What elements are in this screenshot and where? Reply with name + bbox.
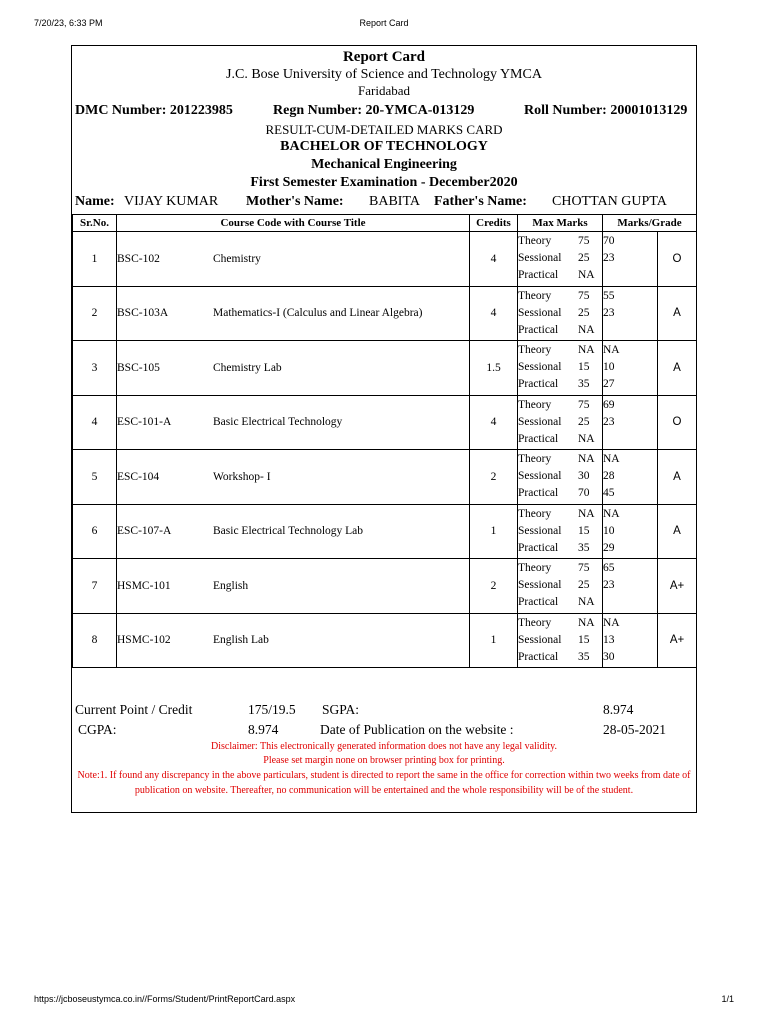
obtained-marks-cell: [603, 504, 658, 559]
degree-title: BACHELOR OF TECHNOLOGY: [280, 139, 488, 154]
table-row: [73, 395, 697, 450]
max-marks-line: [518, 233, 602, 250]
max-marks-cell: [518, 286, 603, 341]
mark-type-label: Sessional: [518, 579, 562, 592]
max-marks-line: [518, 594, 602, 611]
obtained-marks-value: 28: [603, 470, 615, 483]
header-marks-grade: Marks/Grade: [603, 215, 697, 232]
max-marks-value: 75: [578, 289, 590, 302]
dmc-number: DMC Number: 201223985: [75, 103, 233, 118]
max-marks-value: 75: [578, 235, 590, 248]
publication-date-label: Date of Publication on the website :: [320, 722, 514, 737]
serial-number: 3: [73, 341, 117, 396]
table-row: [73, 341, 697, 396]
obtained-marks-value: 10: [603, 524, 615, 537]
print-page-title: Report Card: [359, 18, 409, 28]
course-title: Chemistry: [213, 252, 261, 265]
max-marks-value: NA: [578, 344, 595, 357]
obtained-marks-value: 23: [603, 415, 615, 428]
course-credits: 1.5: [470, 341, 518, 396]
course-code: ESC-104: [117, 470, 160, 483]
course-code: ESC-107-A: [117, 525, 172, 538]
max-marks-line: [518, 649, 602, 666]
course-credits: 2: [470, 450, 518, 505]
serial-number: 1: [73, 232, 117, 287]
max-marks-line: [518, 250, 602, 267]
course-code: HSMC-102: [117, 634, 171, 647]
table-row: [73, 504, 697, 559]
id-row: [72, 103, 696, 121]
mark-type-label: Sessional: [518, 361, 562, 374]
obtained-marks-cell: [603, 559, 658, 614]
obtained-marks-value: [603, 322, 657, 339]
course-credits: 1: [470, 504, 518, 559]
header-course: Course Code with Course Title: [117, 215, 470, 232]
table-row: [73, 286, 697, 341]
sgpa-label: SGPA:: [322, 702, 360, 717]
max-marks-value: 25: [578, 306, 590, 319]
max-marks-value: 25: [578, 252, 590, 265]
obtained-marks-value: NA: [603, 507, 620, 520]
table-row: [73, 450, 697, 505]
course-code: BSC-103A: [117, 307, 169, 320]
course-code: BSC-102: [117, 252, 160, 265]
course-credits: 2: [470, 559, 518, 614]
max-marks-line: [518, 523, 602, 540]
mark-type-label: Practical: [518, 323, 559, 336]
max-marks-cell: [518, 613, 603, 668]
mark-type-label: Theory: [518, 507, 552, 520]
max-marks-cell: [518, 559, 603, 614]
course-code: HSMC-101: [117, 579, 171, 592]
max-marks-line: [518, 577, 602, 594]
mark-type-label: Theory: [518, 398, 552, 411]
print-page-number: 1/1: [721, 994, 734, 1004]
max-marks-value: NA: [578, 453, 595, 466]
father-label: Father's Name:: [434, 194, 527, 209]
max-marks-value: NA: [578, 323, 595, 336]
header-max-marks: Max Marks: [518, 215, 603, 232]
obtained-marks-value: 30: [603, 650, 615, 663]
mark-type-label: Practical: [518, 432, 559, 445]
obtained-marks-value: 13: [603, 633, 615, 646]
course-cell: [117, 341, 470, 396]
max-marks-value: NA: [578, 269, 595, 282]
card-title: Report Card: [342, 49, 426, 65]
course-title: Chemistry Lab: [213, 361, 282, 374]
summary-row-1: [72, 702, 696, 720]
serial-number: 5: [73, 450, 117, 505]
mark-type-label: Sessional: [518, 524, 562, 537]
current-point-value: 175/19.5: [248, 702, 296, 717]
obtained-marks-value: 70: [603, 235, 615, 248]
max-marks-line: [518, 431, 602, 448]
publication-date-value: 28-05-2021: [603, 722, 666, 737]
mark-type-label: Practical: [518, 541, 559, 554]
result-title: RESULT-CUM-DETAILED MARKS CARD: [265, 122, 503, 137]
roll-number: Roll Number: 20001013129: [524, 103, 688, 118]
max-marks-line: [518, 506, 602, 523]
obtained-marks-value: [603, 431, 657, 448]
course-title: English Lab: [213, 634, 269, 647]
obtained-marks-value: 45: [603, 487, 615, 500]
course-grade: A: [658, 450, 697, 505]
course-grade: O: [658, 395, 697, 450]
mark-type-label: Sessional: [518, 470, 562, 483]
max-marks-value: 30: [578, 470, 590, 483]
obtained-marks-cell: [603, 395, 658, 450]
disclaimer-text: Disclaimer: This electronically generated information does not have any legal validity.: [211, 741, 557, 752]
print-header: [34, 18, 734, 32]
max-marks-line: [518, 322, 602, 339]
obtained-marks-value: NA: [603, 344, 620, 357]
mark-type-label: Practical: [518, 650, 559, 663]
max-marks-line: [518, 451, 602, 468]
mark-type-label: Theory: [518, 616, 552, 629]
serial-number: 2: [73, 286, 117, 341]
mark-type-label: Theory: [518, 344, 552, 357]
name-label: Name:: [75, 194, 115, 209]
serial-number: 8: [73, 613, 117, 668]
max-marks-value: NA: [578, 596, 595, 609]
max-marks-line: [518, 267, 602, 284]
mark-type-label: Practical: [518, 596, 559, 609]
mother-label: Mother's Name:: [246, 194, 344, 209]
max-marks-value: NA: [578, 432, 595, 445]
obtained-marks-cell: [603, 450, 658, 505]
print-margin-note: Please set margin none on browser printing box for printing.: [263, 755, 505, 766]
university-city: Faridabad: [358, 83, 410, 98]
max-marks-value: 25: [578, 415, 590, 428]
max-marks-line: [518, 359, 602, 376]
max-marks-line: [518, 342, 602, 359]
max-marks-value: 25: [578, 579, 590, 592]
obtained-marks-value: 23: [603, 306, 615, 319]
course-title: Mathematics-I (Calculus and Linear Algebra): [213, 307, 423, 320]
obtained-marks-cell: [603, 613, 658, 668]
max-marks-line: [518, 468, 602, 485]
obtained-marks-value: 55: [603, 289, 615, 302]
university-name: J.C. Bose University of Science and Technology YMCA: [226, 67, 542, 82]
course-cell: [117, 613, 470, 668]
max-marks-value: 35: [578, 541, 590, 554]
course-cell: [117, 232, 470, 287]
course-credits: 4: [470, 232, 518, 287]
obtained-marks-cell: [603, 232, 658, 287]
serial-number: 6: [73, 504, 117, 559]
course-title: Basic Electrical Technology: [213, 416, 343, 429]
course-grade: A+: [658, 613, 697, 668]
max-marks-value: 70: [578, 487, 590, 500]
obtained-marks-cell: [603, 286, 658, 341]
course-grade: O: [658, 232, 697, 287]
mark-type-label: Theory: [518, 562, 552, 575]
print-datetime: 7/20/23, 6:33 PM: [34, 18, 103, 28]
cgpa-label: CGPA:: [78, 722, 117, 737]
student-name: VIJAY KUMAR: [124, 194, 219, 209]
max-marks-value: NA: [578, 616, 595, 629]
table-header-row: [73, 215, 697, 232]
obtained-marks-value: [603, 594, 657, 611]
mother-name: BABITA: [369, 194, 420, 209]
mark-type-label: Theory: [518, 235, 552, 248]
max-marks-cell: [518, 395, 603, 450]
max-marks-line: [518, 397, 602, 414]
course-grade: A: [658, 286, 697, 341]
max-marks-value: NA: [578, 507, 595, 520]
mark-type-label: Sessional: [518, 633, 562, 646]
obtained-marks-value: 69: [603, 398, 615, 411]
max-marks-line: [518, 414, 602, 431]
print-url: https://jcboseustymca.co.in//Forms/Student/PrintReportCard.aspx: [34, 994, 296, 1004]
obtained-marks-value: 65: [603, 562, 615, 575]
serial-number: 4: [73, 395, 117, 450]
course-cell: [117, 559, 470, 614]
table-row: [73, 559, 697, 614]
print-footer: [34, 994, 734, 1008]
header-credits: Credits: [470, 215, 518, 232]
course-grade: A: [658, 504, 697, 559]
student-names-row: [72, 194, 696, 212]
mark-type-label: Practical: [518, 487, 559, 500]
mark-type-label: Sessional: [518, 306, 562, 319]
exam-title: First Semester Examination - December2020: [250, 175, 518, 190]
max-marks-line: [518, 376, 602, 393]
cgpa-value: 8.974: [248, 722, 279, 737]
max-marks-line: [518, 632, 602, 649]
course-credits: 4: [470, 395, 518, 450]
obtained-marks-value: NA: [603, 616, 620, 629]
max-marks-cell: [518, 450, 603, 505]
max-marks-value: 15: [578, 361, 590, 374]
max-marks-value: 75: [578, 398, 590, 411]
serial-number: 7: [73, 559, 117, 614]
mark-type-label: Practical: [518, 269, 559, 282]
father-name: CHOTTAN GUPTA: [552, 194, 667, 209]
max-marks-line: [518, 560, 602, 577]
max-marks-value: 75: [578, 562, 590, 575]
obtained-marks-cell: [603, 341, 658, 396]
obtained-marks-value: 29: [603, 541, 615, 554]
table-row: [73, 613, 697, 668]
course-cell: [117, 395, 470, 450]
max-marks-line: [518, 288, 602, 305]
obtained-marks-value: 10: [603, 361, 615, 374]
obtained-marks-value: NA: [603, 453, 620, 466]
max-marks-line: [518, 485, 602, 502]
max-marks-line: [518, 540, 602, 557]
course-title: English: [213, 579, 249, 592]
course-credits: 1: [470, 613, 518, 668]
course-credits: 4: [470, 286, 518, 341]
max-marks-value: 15: [578, 524, 590, 537]
obtained-marks-value: 23: [603, 579, 615, 592]
course-title: Basic Electrical Technology Lab: [213, 525, 364, 538]
course-grade: A+: [658, 559, 697, 614]
branch-title: Mechanical Engineering: [311, 157, 457, 172]
obtained-marks-value: 27: [603, 378, 615, 391]
mark-type-label: Sessional: [518, 415, 562, 428]
max-marks-cell: [518, 341, 603, 396]
obtained-marks-value: 23: [603, 252, 615, 265]
max-marks-line: [518, 305, 602, 322]
course-grade: A: [658, 341, 697, 396]
max-marks-cell: [518, 232, 603, 287]
summary-row-2: [72, 722, 696, 740]
course-code: ESC-101-A: [117, 416, 172, 429]
course-title: Workshop- I: [213, 470, 271, 483]
max-marks-value: 15: [578, 633, 590, 646]
max-marks-line: [518, 615, 602, 632]
sgpa-value: 8.974: [603, 702, 634, 717]
max-marks-value: 35: [578, 650, 590, 663]
course-code: BSC-105: [117, 361, 160, 374]
report-card: [71, 45, 697, 813]
obtained-marks-value: [603, 267, 657, 284]
course-cell: [117, 504, 470, 559]
header-srno: Sr.No.: [73, 215, 117, 232]
mark-type-label: Theory: [518, 289, 552, 302]
current-point-label: Current Point / Credit: [75, 702, 193, 717]
regn-number: Regn Number: 20-YMCA-013129: [273, 103, 475, 118]
discrepancy-note: Note:1. If found any discrepancy in the above particulars, student is directed to report the same in the office for correction within two weeks from date of publication on website. Thereafter, no communication will be entertained and the whole responsibility will be of the student.: [77, 770, 691, 796]
marks-table: [72, 214, 697, 668]
max-marks-cell: [518, 504, 603, 559]
max-marks-value: 35: [578, 378, 590, 391]
mark-type-label: Sessional: [518, 252, 562, 265]
course-cell: [117, 450, 470, 505]
course-cell: [117, 286, 470, 341]
mark-type-label: Practical: [518, 378, 559, 391]
mark-type-label: Theory: [518, 453, 552, 466]
table-row: [73, 232, 697, 287]
